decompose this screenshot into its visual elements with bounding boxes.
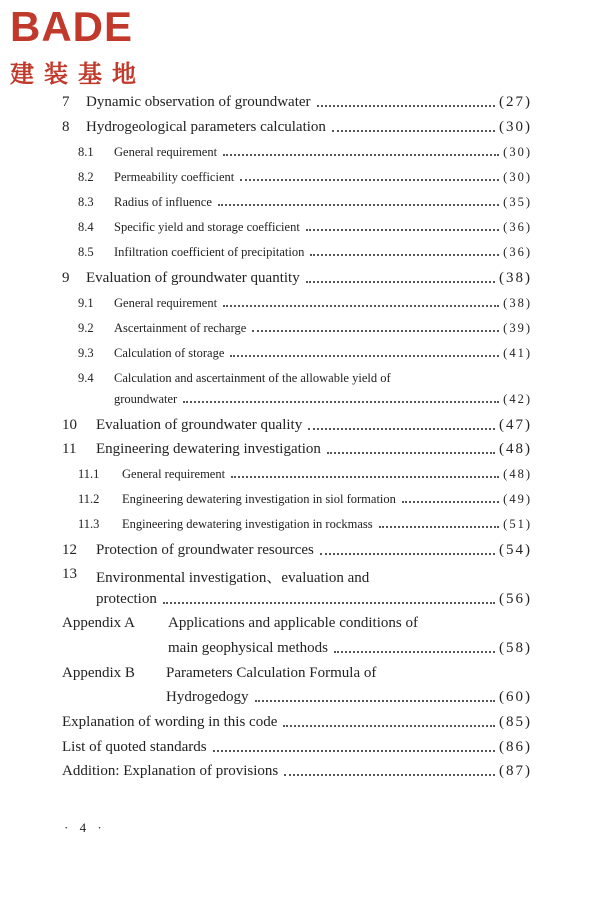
toc-entry-title: Applications and applicable conditions of <box>168 615 418 631</box>
toc-entry[interactable] <box>62 714 532 731</box>
toc-entry-number: 10 <box>62 417 77 433</box>
toc-entry-title: Environmental investigation、evaluation and <box>96 570 370 586</box>
toc-entry-title: Evaluation of groundwater quality <box>96 417 303 433</box>
toc-entry[interactable] <box>62 763 532 780</box>
toc-page-number: (39) <box>503 321 532 335</box>
toc-entry[interactable] <box>122 467 532 482</box>
toc-entry[interactable] <box>114 170 532 185</box>
toc-page-number: (27) <box>499 94 532 110</box>
toc-page-number: (54) <box>499 542 532 558</box>
toc-page-number: (30) <box>503 170 532 184</box>
toc-page-number: (30) <box>499 119 532 135</box>
toc-page-number: (48) <box>499 441 532 457</box>
toc-entry-number: 7 <box>62 94 70 110</box>
logo-wordmark: BADE <box>10 3 134 50</box>
toc-entry-title: Permeability coefficient <box>114 170 235 184</box>
toc-entry[interactable] <box>122 492 532 507</box>
leader-dots <box>230 354 499 357</box>
leader-dots <box>308 427 495 430</box>
toc-entry-number: 9.3 <box>78 346 94 360</box>
toc-entry-title: Radius of influence <box>114 195 212 209</box>
toc-entry-title: Explanation of wording in this code <box>62 714 278 730</box>
toc-entry-number: 8.4 <box>78 220 94 234</box>
toc-page-number: (47) <box>499 417 532 433</box>
toc-entry-title: Ascertainment of recharge <box>114 321 247 335</box>
toc-page-number: (36) <box>503 245 532 259</box>
toc-entry[interactable] <box>168 640 532 657</box>
toc-entry-title: Dynamic observation of groundwater <box>86 94 311 110</box>
leader-dots <box>379 525 500 528</box>
toc-entry-title: Hydrogeological parameters calculation <box>86 119 326 135</box>
logo-chinese-text: 建装基地 <box>10 60 146 88</box>
leader-dots <box>223 304 499 307</box>
toc-page-number: (56) <box>499 591 532 607</box>
toc-page-number: (85) <box>499 714 532 730</box>
leader-dots <box>218 203 499 206</box>
leader-dots <box>240 178 499 181</box>
toc-entry-number: 11.1 <box>78 467 100 481</box>
toc-entry-number: 11.2 <box>78 492 100 506</box>
toc-entry-number: 11.3 <box>78 517 100 531</box>
toc-entry[interactable] <box>166 689 532 706</box>
leader-dots <box>402 500 499 503</box>
toc-entry-number: 8.5 <box>78 245 94 259</box>
toc-entry[interactable] <box>86 119 532 136</box>
toc-page-number: (49) <box>503 492 532 506</box>
toc-entry[interactable] <box>114 321 532 336</box>
toc-entry-number: 13 <box>62 566 77 582</box>
leader-dots <box>252 329 499 332</box>
toc-entry-number: 8.3 <box>78 195 94 209</box>
leader-dots <box>310 253 499 256</box>
leader-dots <box>163 601 495 604</box>
leader-dots <box>332 129 495 132</box>
toc-entry[interactable] <box>114 296 532 311</box>
toc-entry-title-continued: main geophysical methods <box>168 640 328 656</box>
toc-entry-number: 12 <box>62 542 77 558</box>
toc-entry-number: 9.2 <box>78 321 94 335</box>
toc-entry[interactable] <box>114 392 532 407</box>
toc-entry-title: Calculation of storage <box>114 346 225 360</box>
toc-entry-title: General requirement <box>114 296 218 310</box>
toc-entry[interactable] <box>114 220 532 235</box>
toc-page-number: (87) <box>499 763 532 779</box>
toc-page-number: (38) <box>503 296 532 310</box>
toc-page-number: (42) <box>503 392 532 406</box>
toc-entry-number: 9.1 <box>78 296 94 310</box>
toc-page-number: (36) <box>503 220 532 234</box>
leader-dots <box>283 724 495 727</box>
toc-page-number: (35) <box>503 195 532 209</box>
toc-page-number: (30) <box>503 145 532 159</box>
leader-dots <box>306 228 499 231</box>
toc-entry-title: Infiltration coefficient of precipitation <box>114 245 305 259</box>
toc-entry-title: Addition: Explanation of provisions <box>62 763 279 779</box>
toc-entry[interactable] <box>86 270 532 287</box>
toc-entry-title: Specific yield and storage coefficient <box>114 220 300 234</box>
leader-dots <box>231 475 499 478</box>
toc-page-number: (58) <box>499 640 532 656</box>
leader-dots <box>183 400 499 403</box>
leader-dots <box>223 153 499 156</box>
toc-entry-number: 9.4 <box>78 371 94 385</box>
leader-dots <box>306 280 495 283</box>
toc-entry[interactable] <box>96 542 532 559</box>
toc-entry-title: Parameters Calculation Formula of <box>166 665 377 681</box>
toc-entry-title-continued: Hydrogedogy <box>166 689 249 705</box>
toc-entry[interactable] <box>86 94 532 111</box>
toc-entry-number: Appendix B <box>62 665 135 681</box>
toc-entry-number: Appendix A <box>62 615 135 631</box>
leader-dots <box>327 451 495 454</box>
toc-entry[interactable] <box>62 739 532 756</box>
toc-entry-title: General requirement <box>122 467 226 481</box>
toc-page-number: (86) <box>499 739 532 755</box>
toc-entry[interactable] <box>122 517 532 532</box>
leader-dots <box>320 552 495 555</box>
leader-dots <box>255 699 496 702</box>
toc-entry-number: 8 <box>62 119 70 135</box>
toc-entry[interactable] <box>96 441 532 458</box>
toc-entry[interactable] <box>114 245 532 260</box>
toc-entry[interactable] <box>114 346 532 361</box>
toc-entry-number: 11 <box>62 441 77 457</box>
toc-entry-number: 8.1 <box>78 145 94 159</box>
toc-page-number: (38) <box>499 270 532 286</box>
leader-dots <box>317 104 495 107</box>
toc-entry-title-continued: protection <box>96 591 157 607</box>
leader-dots <box>284 773 495 776</box>
toc-entry-title: Protection of groundwater resources <box>96 542 314 558</box>
toc-entry[interactable] <box>114 195 532 210</box>
toc-page-number: (60) <box>499 689 532 705</box>
toc-page-number: (51) <box>503 517 532 531</box>
toc-entry-title: Calculation and ascertainment of the allowable yield of <box>114 371 391 385</box>
toc-entry-title: Engineering dewatering investigation in siol formation <box>122 492 396 506</box>
toc-entry[interactable] <box>114 145 532 160</box>
leader-dots <box>334 650 495 653</box>
toc-entry-title: Engineering dewatering investigation in rockmass <box>122 517 373 531</box>
toc-entry-title: List of quoted standards <box>62 739 207 755</box>
toc-entry-title-continued: groundwater <box>114 392 178 406</box>
page-number: · 4 · <box>64 820 106 835</box>
leader-dots <box>213 749 495 752</box>
toc-entry-title: Engineering dewatering investigation <box>96 441 321 457</box>
toc-page-number: (48) <box>503 467 532 481</box>
toc-page-number: (41) <box>503 346 532 360</box>
bade-logo <box>10 4 180 89</box>
toc-entry[interactable] <box>96 417 532 434</box>
toc-entry-number: 9 <box>62 270 70 286</box>
toc-entry[interactable] <box>96 591 532 608</box>
toc-entry-title: General requirement <box>114 145 218 159</box>
toc-entry-title: Evaluation of groundwater quantity <box>86 270 300 286</box>
toc-entry-number: 8.2 <box>78 170 94 184</box>
